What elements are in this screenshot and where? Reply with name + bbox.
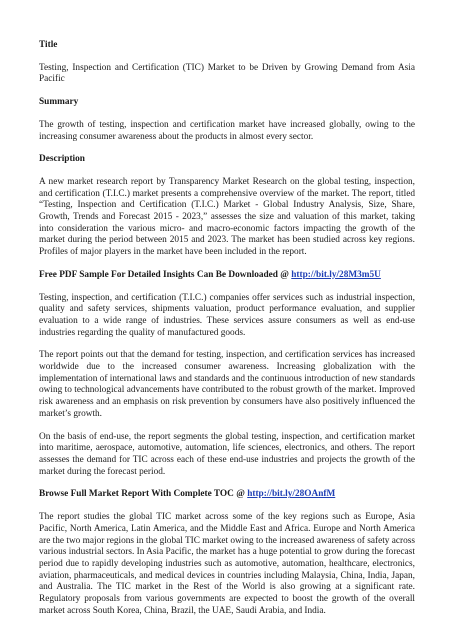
description-heading: Description bbox=[39, 154, 85, 165]
services-paragraph: Testing, inspection, and certification (T.I.C.) companies offer services such as industrial inspection, quality and safety services, shipments valuation, product performance evaluation, and supplier evaluation to a wide range of industries. These services assure consumers as well as end-use industries regarding the quality of manufactured goods. bbox=[39, 292, 415, 338]
sample-download-link[interactable]: http://bit.ly/28M3m5U bbox=[291, 269, 381, 280]
summary-heading: Summary bbox=[39, 97, 79, 108]
description-paragraph: A new market research report by Transparency Market Research on the global testing, inspection, and certification (T.I.C.) market presents a comprehensive overview of the market. The report, titled “Testing, Inspection and Certification (T.I.C.) Market - Global Industry Analysis, Size, Share, Growth, Trends and Forecast 2015 - 2023,” assesses the size and valuation of this market, taking into consideration the various micro- and macro-economic factors impacting the growth of the market during the period between 2015 and 2023. The market has been studied across key regions. Profiles of major players in the market have been included in the report. bbox=[39, 176, 415, 258]
end-use-paragraph: On the basis of end-use, the report segments the global testing, inspection, and certification market into maritime, aerospace, automotive, automation, life sciences, electronics, and others. The report assesses the demand for TIC across each of these end-use industries and projects the growth of the market during the forecast period. bbox=[39, 431, 415, 477]
toc-link[interactable]: http://bit.ly/28OAnfM bbox=[247, 489, 336, 500]
summary-text: The growth of testing, inspection and certification market have increased globally, owing to the increasing consumer awareness about the products in almost every sector. bbox=[39, 119, 415, 142]
sample-download-text: Free PDF Sample For Detailed Insights Can Be Downloaded @ bbox=[39, 269, 292, 280]
title-text: Testing, Inspection and Certification (TIC) Market to be Driven by Growing Demand from Asia Pacific bbox=[39, 62, 415, 85]
title-heading: Title bbox=[39, 40, 58, 50]
demand-paragraph: The report points out that the demand for testing, inspection, and certification services has increased worldwide due to the increased consumer awareness. Increasing globalization with the implementation of international laws and standards and the continuous introduction of new standards owing to technological advancements have contributed to the robust growth of the market. Improved risk awareness and an emphasis on risk prevention by consumers have also positively influenced the market’s growth. bbox=[39, 350, 415, 419]
regions-paragraph: The report studies the global TIC market across some of the key regions such as Europe, Asia Pacific, North America, Latin America, and the Middle East and Africa. Europe and North America are the two major regions in the global TIC market owing to the increased awareness of safety across various industrial sectors. In Asia Pacific, the market has a huge potential to grow during the forecast period due to rapidly developing industries such as automotive, automation, healthcare, electronics, aviation, pharmaceuticals, and medical devices in countries including Malaysia, China, India, Japan, and Australia. The TIC market in the Rest of the World is also growing at a significant rate. Regulatory proposals from various governments are expected to boost the growth of the overall market across South Korea, China, Brazil, the UAE, Saudi Arabia, and India. bbox=[39, 512, 415, 616]
toc-text: Browse Full Market Report With Complete TOC @ bbox=[39, 489, 248, 500]
document-page bbox=[39, 40, 415, 628]
toc-line bbox=[39, 489, 415, 501]
sample-download-line bbox=[39, 270, 415, 282]
